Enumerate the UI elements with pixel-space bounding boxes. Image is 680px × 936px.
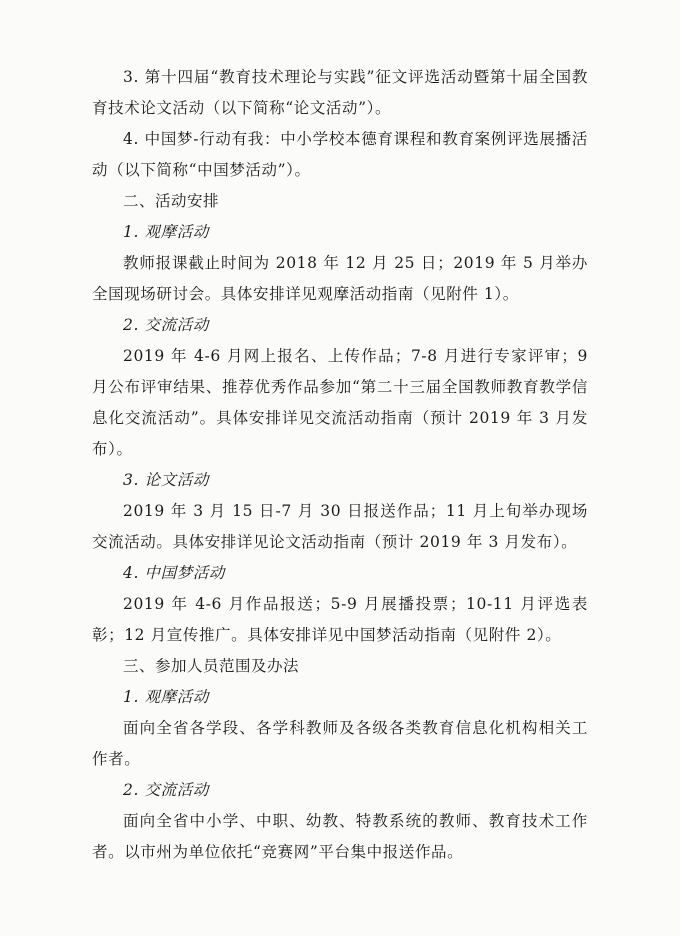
paragraph-observation: 教师报课截止时间为 2018 年 12 月 25 日；2019 年 5 月举办全国现场研讨会。具体安排详见观摩活动指南（见附件 1）。 [92,254,588,303]
paragraph-paper: 2019 年 3 月 15 日-7 月 30 日报送作品；11 月上旬举办现场交流活动。具体安排详见论文活动指南（预计 2019 年 3 月发布）。 [92,502,588,551]
paragraph-exchange: 2019 年 4-6 月网上报名、上传作品；7-8 月进行专家评审；9 月公布评审结果、推荐优秀作品参加“第二十三届全国教师教育教学信息化交流活动”。具体安排详见交流活动指南（预计 2019 年 3 月发布）。 [92,347,588,458]
subheading-paper: 3. 论文活动 [123,471,209,489]
paragraph-observation-participants: 面向全省各学段、各学科教师及各级各类教育信息化机构相关工作者。 [92,719,588,768]
paragraph-item-3: 3. 第十四届“教育技术理论与实践”征文评选活动暨第十届全国教育技术论文活动（以下简称“论文活动”）。 [92,68,588,117]
paragraph-exchange-participants: 面向全省中小学、中职、幼教、特教系统的教师、教育技术工作者。以市州为单位依托“竞赛网”平台集中报送作品。 [92,812,588,861]
paragraph-china-dream: 2019 年 4-6 月作品报送；5-9 月展播投票；10-11 月评选表彰；12 月宣传推广。具体安排详见中国梦活动指南（见附件 2）。 [92,595,588,644]
subheading-china-dream: 4. 中国梦活动 [123,564,226,582]
subheading-exchange: 2. 交流活动 [123,316,209,334]
paragraph-item-4: 4. 中国梦-行动有我：中小学校本德育课程和教育案例评选展播活动（以下简称“中国梦活动”）。 [92,130,588,179]
section-heading-arrangement: 二、活动安排 [123,192,220,210]
subheading-observation: 1. 观摩活动 [123,223,209,241]
subheading-observation-participants: 1. 观摩活动 [123,688,209,706]
section-heading-participants: 三、参加人员范围及办法 [123,657,300,675]
subheading-exchange-participants: 2. 交流活动 [123,781,209,799]
